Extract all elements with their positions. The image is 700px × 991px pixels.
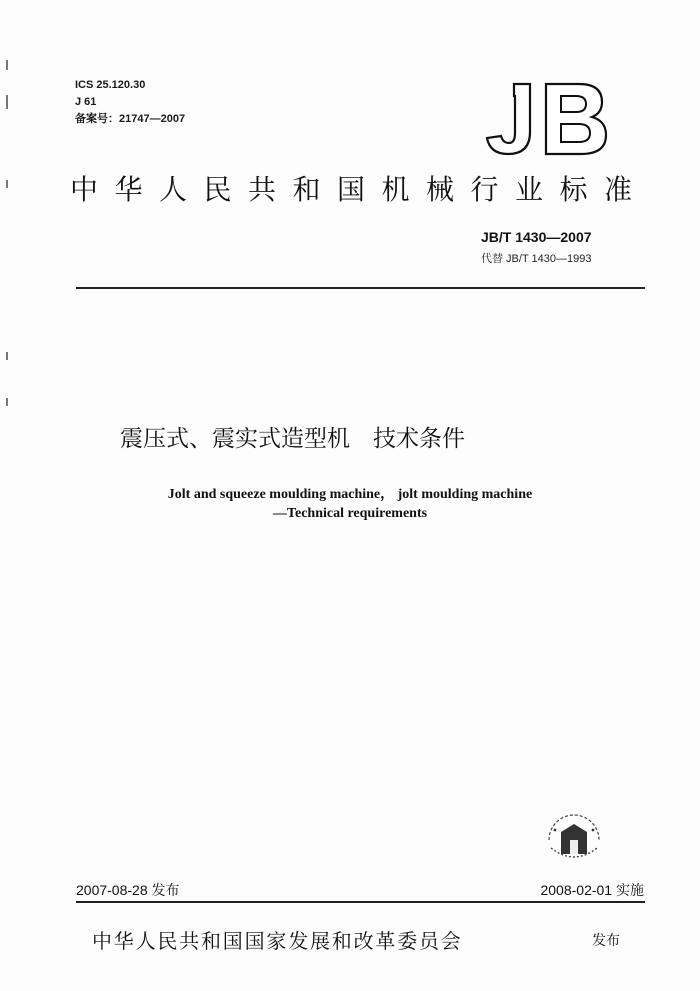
standard-code: JB/T 1430—2007 xyxy=(481,229,592,245)
issuing-authority: 中华人民共和国国家发展和改革委员会 xyxy=(92,929,463,953)
chinese-title: 震压式、震实式造型机 技术条件 xyxy=(120,426,465,452)
industry-standard-title: 中华人民共和国机械行业标准 xyxy=(70,173,649,206)
classification-block xyxy=(75,77,185,128)
scan-mark xyxy=(6,352,8,360)
jb-logo xyxy=(484,80,614,158)
filing-number: 备案号：21747—2007 xyxy=(75,113,186,125)
replaces-standard: 代替 JB/T 1430—1993 xyxy=(481,253,592,265)
class-code: J 61 xyxy=(75,96,97,108)
english-title-line2: —Technical requirements xyxy=(272,506,428,521)
scan-mark xyxy=(6,60,8,70)
issuer-suffix: 发布 xyxy=(592,933,620,949)
footer-divider xyxy=(76,901,645,903)
publisher-seal-icon xyxy=(543,810,605,868)
scan-mark xyxy=(6,95,8,109)
scan-mark xyxy=(6,398,8,406)
implementation-date: 2008-02-01 实施 xyxy=(540,882,644,898)
header-divider xyxy=(76,287,645,289)
english-title-line1: Jolt and squeeze moulding machine， jolt moulding machine xyxy=(167,487,533,502)
scan-mark xyxy=(6,180,8,188)
issue-date: 2007-08-28 发布 xyxy=(76,882,180,898)
ics-code: ICS 25.120.30 xyxy=(75,79,146,91)
